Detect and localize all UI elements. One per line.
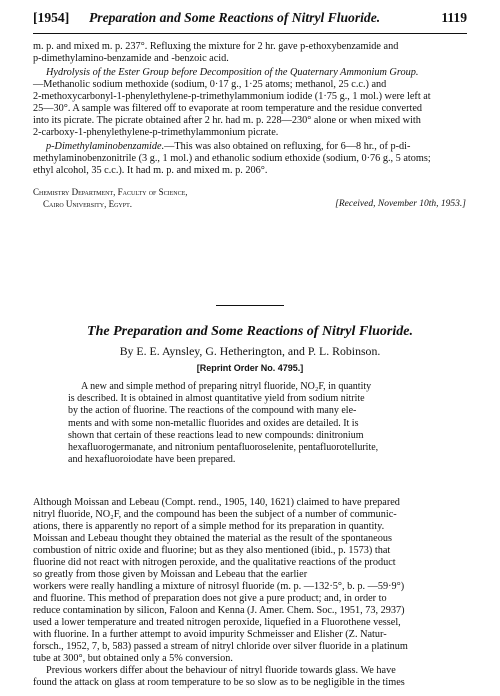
body-line: used a lower temperature and treated nitrogen peroxide, liquefied in a Fluorothene vessel, bbox=[33, 617, 401, 628]
article-separator bbox=[216, 305, 284, 306]
hydrolysis-line: 25—30°. A sample was filtered off to evaporate at room temperature and the residue converted bbox=[33, 103, 423, 114]
prev-line: m. p. and mixed m. p. 237°. Refluxing the mixture for 2 hr. gave p-ethoxybenzamide and bbox=[33, 41, 399, 52]
affiliation-line-1: Chemistry Department, Faculty of Science, bbox=[33, 187, 188, 197]
body-line: with fluorine. In a further attempt to avoid impurity Schmeisser and Elisher (Z. Natur- bbox=[33, 629, 387, 640]
body-line: combustion of nitric oxide and fluorine; but as they also mentioned (ibid., p. 1573) that bbox=[33, 545, 391, 556]
body-line: Although Moissan and Lebeau (Compt. rend., 1905, 140, 1621) claimed to have prepared bbox=[33, 497, 400, 508]
header-page-number: 1119 bbox=[441, 10, 467, 25]
hydrolysis-heading: Hydrolysis of the Ester Group before Decomposition of the Quaternary Ammonium Group. bbox=[46, 67, 419, 78]
body-line: nitryl fluoride, NO₂F, and the compound has been the subject of a number of communic- bbox=[33, 509, 397, 520]
body-line: workers were really handling a mixture of nitrosyl fluoride (m. p. —132·5°, b. p. —59·9°) bbox=[33, 581, 405, 592]
paragraph-1 bbox=[33, 497, 466, 665]
dma-heading: p-Dimethylaminobenzamide. bbox=[46, 141, 165, 152]
header-rule bbox=[33, 33, 467, 34]
article-body bbox=[33, 497, 466, 665]
hydrolysis-line: 2-carboxy-1-phenylethylene-p-trimethylammonium picrate. bbox=[33, 127, 279, 138]
hydrolysis-section bbox=[33, 67, 466, 139]
abstract-line: is described. It is obtained in almost quantitative yield from sodium nitrite bbox=[68, 393, 365, 405]
affiliation-block bbox=[33, 186, 466, 210]
abstract-line: A new and simple method of preparing nitryl fluoride, NO₂F, in quantity bbox=[81, 381, 372, 392]
running-header bbox=[33, 10, 467, 30]
body-line: forsch., 1952, 7, b, 583) passed a stream of nitryl chloride over silver fluoride in a platinum bbox=[33, 641, 408, 652]
body-line: fluorine did not react with nitrogen peroxide, and the qualitative reactions of the product bbox=[33, 557, 396, 568]
dma-line: ethyl alcohol, 35 c.c.). It had m. p. and mixed m. p. 206°. bbox=[33, 165, 268, 176]
abstract-line: ments and with some non-metallic fluorides and oxides are detailed. It is bbox=[68, 417, 359, 429]
received-date: [Received, November 10th, 1953.] bbox=[335, 199, 466, 209]
body-line: tube at 300°, but obtained only a 5% conversion. bbox=[33, 653, 233, 664]
header-year: [1954] bbox=[33, 10, 70, 25]
hydrolysis-line bbox=[33, 67, 466, 79]
article-title: The Preparation and Some Reactions of Nitryl Fluoride. bbox=[87, 324, 413, 339]
abstract-line: shown that certain of these reactions lead to new compounds: dinitronium bbox=[68, 429, 364, 441]
abstract-line: hexafluorogermanate, and nitronium pentafluoroselenite, pentafluorotellurite, bbox=[68, 442, 379, 454]
affiliation-line-2: Cairo University, Egypt. bbox=[43, 199, 132, 209]
hydrolysis-line: 2-methoxycarbonyl-1-phenylethylene-p-trimethylammonium iodide (1·75 g., 1 mol.) were left at bbox=[33, 91, 431, 102]
body-line: found the attack on glass at room temperature to be so slow as to be negligible in the times bbox=[33, 677, 405, 688]
abstract bbox=[68, 381, 431, 466]
body-line: ations, there is apparently no report of a simple method for its preparation in quantity. bbox=[33, 521, 385, 532]
abstract-line: by the action of fluorine. The reactions of the compound with many ele- bbox=[68, 405, 357, 417]
paragraph-2-start bbox=[33, 665, 466, 689]
reprint-order: [Reprint Order No. 4795.] bbox=[196, 363, 304, 373]
dma-line bbox=[33, 141, 466, 153]
body-line: and fluorine. This method of preparation does not give a pure product; and, in order to bbox=[33, 593, 387, 604]
article-authors: By E. E. Aynsley, G. Hetherington, and P. L. Robinson. bbox=[119, 344, 381, 358]
prev-line: p-dimethylamino-benzamide and -benzoic acid. bbox=[33, 53, 229, 64]
dma-line: methylaminobenzonitrile (3 g., 1 mol.) and ethanolic sodium ethoxide (sodium, 0·76 g., 5 atoms; bbox=[33, 153, 431, 164]
dma-text: —This was also obtained on refluxing, for 6—8 hr., of p-di- bbox=[164, 141, 411, 152]
hydrolysis-line: —Methanolic sodium methoxide (sodium, 0·17 g., 1·25 atoms; methanol, 25 c.c.) and bbox=[33, 79, 387, 90]
previous-article-tail bbox=[33, 41, 466, 65]
body-line: Moissan and Lebeau thought they obtained the material as the result of the spontaneous bbox=[33, 533, 392, 544]
abstract-line: and hexafluoroiodate have been prepared. bbox=[68, 454, 236, 466]
header-running-title: Preparation and Some Reactions of Nitryl Fluoride. bbox=[89, 10, 381, 25]
body-line: so greatly from those given by Moissan and Lebeau that the earlier bbox=[33, 569, 308, 580]
body-line: reduce contamination by silicon, Faloon and Kenna (J. Amer. Chem. Soc., 1951, 73, 2937) bbox=[33, 605, 405, 616]
dimethylaminobenzamide-section bbox=[33, 141, 466, 177]
hydrolysis-line: into its picrate. The picrate obtained after 2 hr. had m. p. 228—230° alone or when mixed with bbox=[33, 115, 421, 126]
body-line: Previous workers differ about the behaviour of nitryl fluoride towards glass. We have bbox=[46, 665, 396, 676]
